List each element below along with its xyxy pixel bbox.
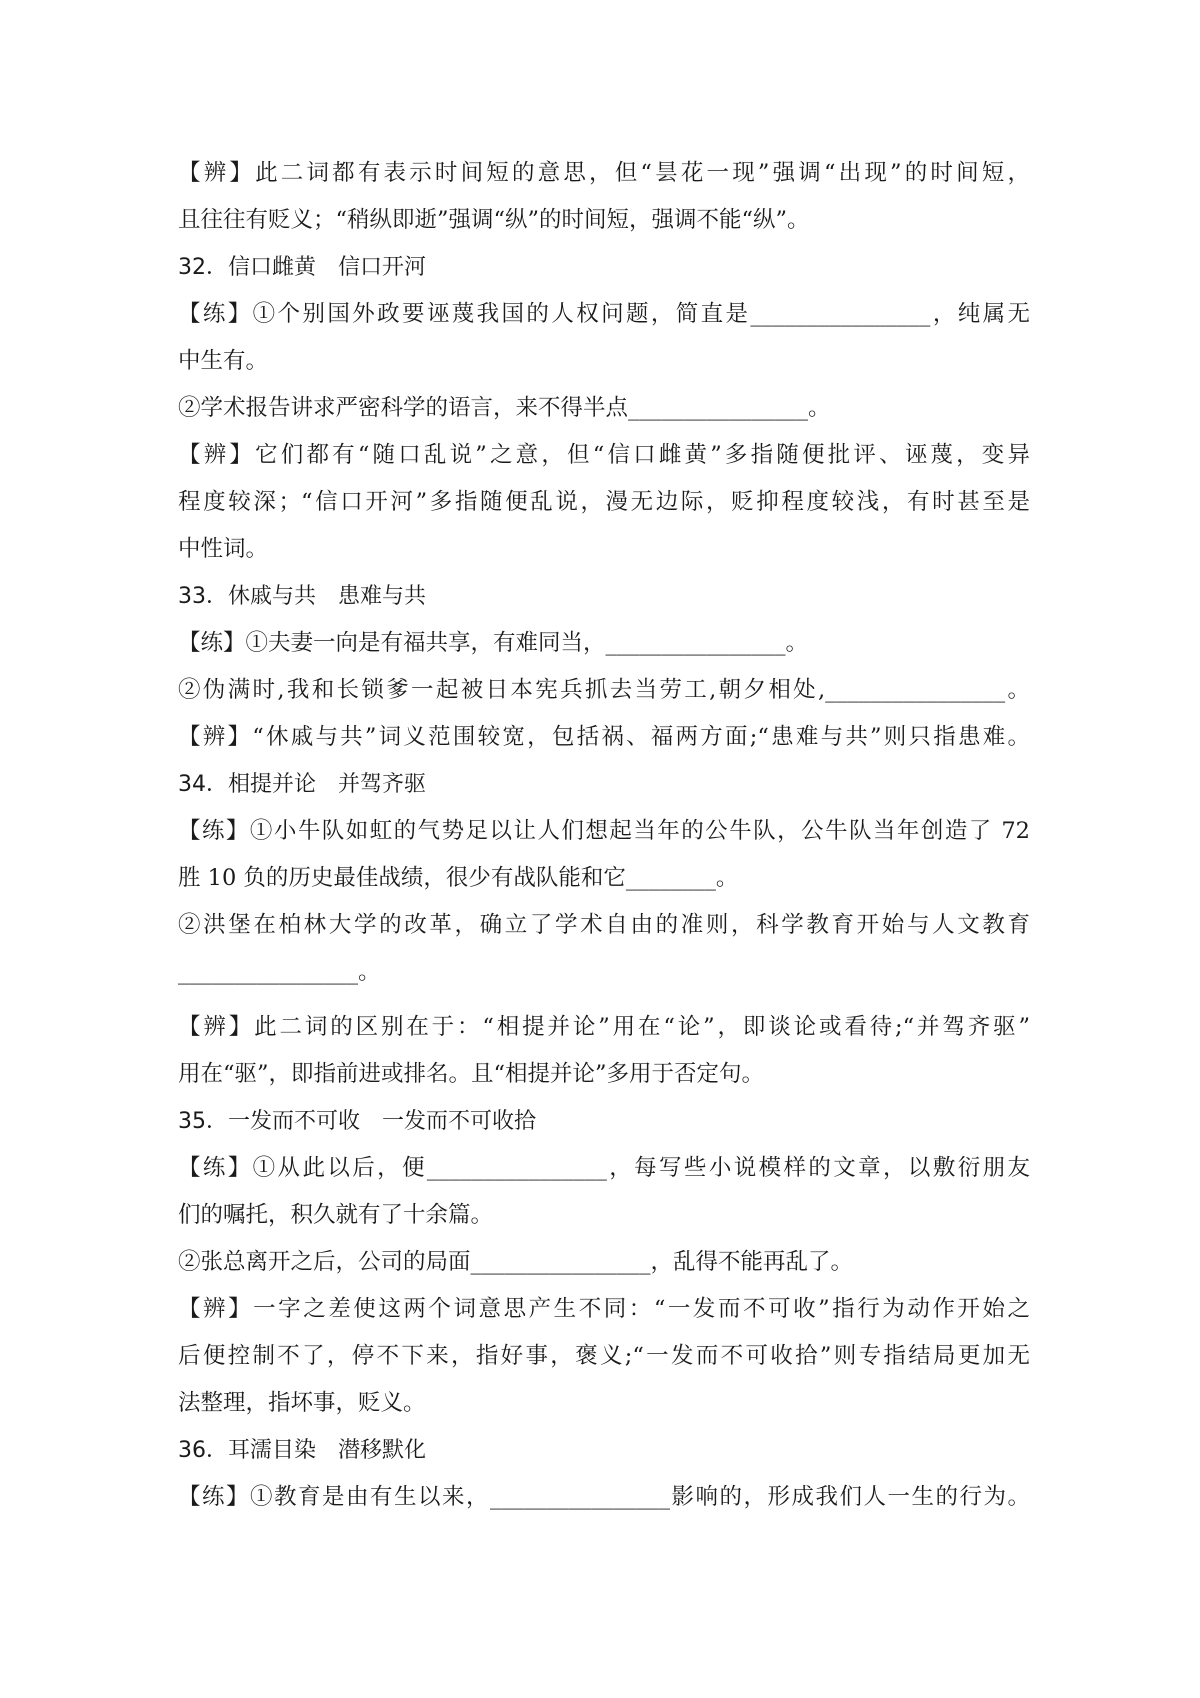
text-line: ②张总离开之后，公司的局面________________，乱得不能再乱了。 [178, 1249, 854, 1275]
text-line: ________________。 [178, 959, 381, 985]
text-line: 法整理，指坏事，贬义。 [178, 1390, 426, 1416]
text-line: 后便控制不了，停不下来，指好事，褒义;“一发而不可收拾”则专指结局更加无 [178, 1343, 1030, 1369]
text-line: 【练】①从此以后，便________________，每写些小说模样的文章，以敷衍朋友 [178, 1155, 1030, 1181]
text-line: ②学术报告讲求严密科学的语言，来不得半点________________。 [178, 395, 831, 421]
text-line: 【练】①个别国外政要诬蔑我国的人权问题，简直是________________，纯属无 [178, 301, 1030, 327]
text-line: 中性词。 [178, 536, 269, 562]
text-line: 用在“驱”，即指前进或排名。且“相提并论”多用于否定句。 [178, 1061, 765, 1087]
section-heading: 34．相提并论 并驾齐驱 [178, 772, 426, 797]
text-line: 【辨】“休戚与共”词义范围较宽，包括祸、福两方面;“患难与共”则只指患难。 [178, 724, 1030, 750]
section-heading: 32．信口雌黄 信口开河 [178, 255, 426, 280]
text-line: ②伪满时,我和长锁爹一起被日本宪兵抓去当劳工,朝夕相处,________________。 [178, 677, 1030, 703]
text-line: 【辨】一字之差使这两个词意思产生不同：“一发而不可收”指行为动作开始之 [178, 1296, 1030, 1322]
text-line: 中生有。 [178, 348, 269, 374]
spacer [178, 996, 1030, 1004]
text-line: 胜 10 负的历史最佳战绩，很少有战队能和它________。 [178, 865, 739, 891]
section-heading: 33．休戚与共 患难与共 [178, 584, 426, 609]
text-line: 且往往有贬义；“稍纵即逝”强调“纵”的时间短，强调不能“纵”。 [178, 207, 810, 233]
text-line: 们的嘱托，积久就有了十余篇。 [178, 1202, 494, 1228]
text-line: 程度较深；“信口开河”多指随便乱说，漫无边际，贬抑程度较浅，有时甚至是 [178, 489, 1030, 515]
section-heading: 36．耳濡目染 潜移默化 [178, 1438, 426, 1463]
text-line: ②洪堡在柏林大学的改革，确立了学术自由的准则，科学教育开始与人文教育 [178, 912, 1030, 938]
text-line: 【辨】它们都有“随口乱说”之意，但“信口雌黄”多指随便批评、诬蔑，变异 [178, 442, 1030, 468]
document-page [178, 150, 1030, 1521]
text-line: 【练】①小牛队如虹的气势足以让人们想起当年的公牛队，公牛队当年创造了 72 [178, 818, 1030, 844]
section-heading: 35．一发而不可收 一发而不可收拾 [178, 1109, 536, 1134]
text-line: 【练】①教育是由有生以来，________________影响的，形成我们人一生的行为。 [178, 1484, 1030, 1510]
text-line: 【辨】此二词都有表示时间短的意思，但“昙花一现”强调“出现”的时间短， [178, 160, 1030, 186]
text-line: 【辨】此二词的区别在于：“相提并论”用在“论”，即谈论或看待;“并驾齐驱” [178, 1014, 1030, 1040]
text-line: 【练】①夫妻一向是有福共享，有难同当，________________。 [178, 630, 809, 656]
